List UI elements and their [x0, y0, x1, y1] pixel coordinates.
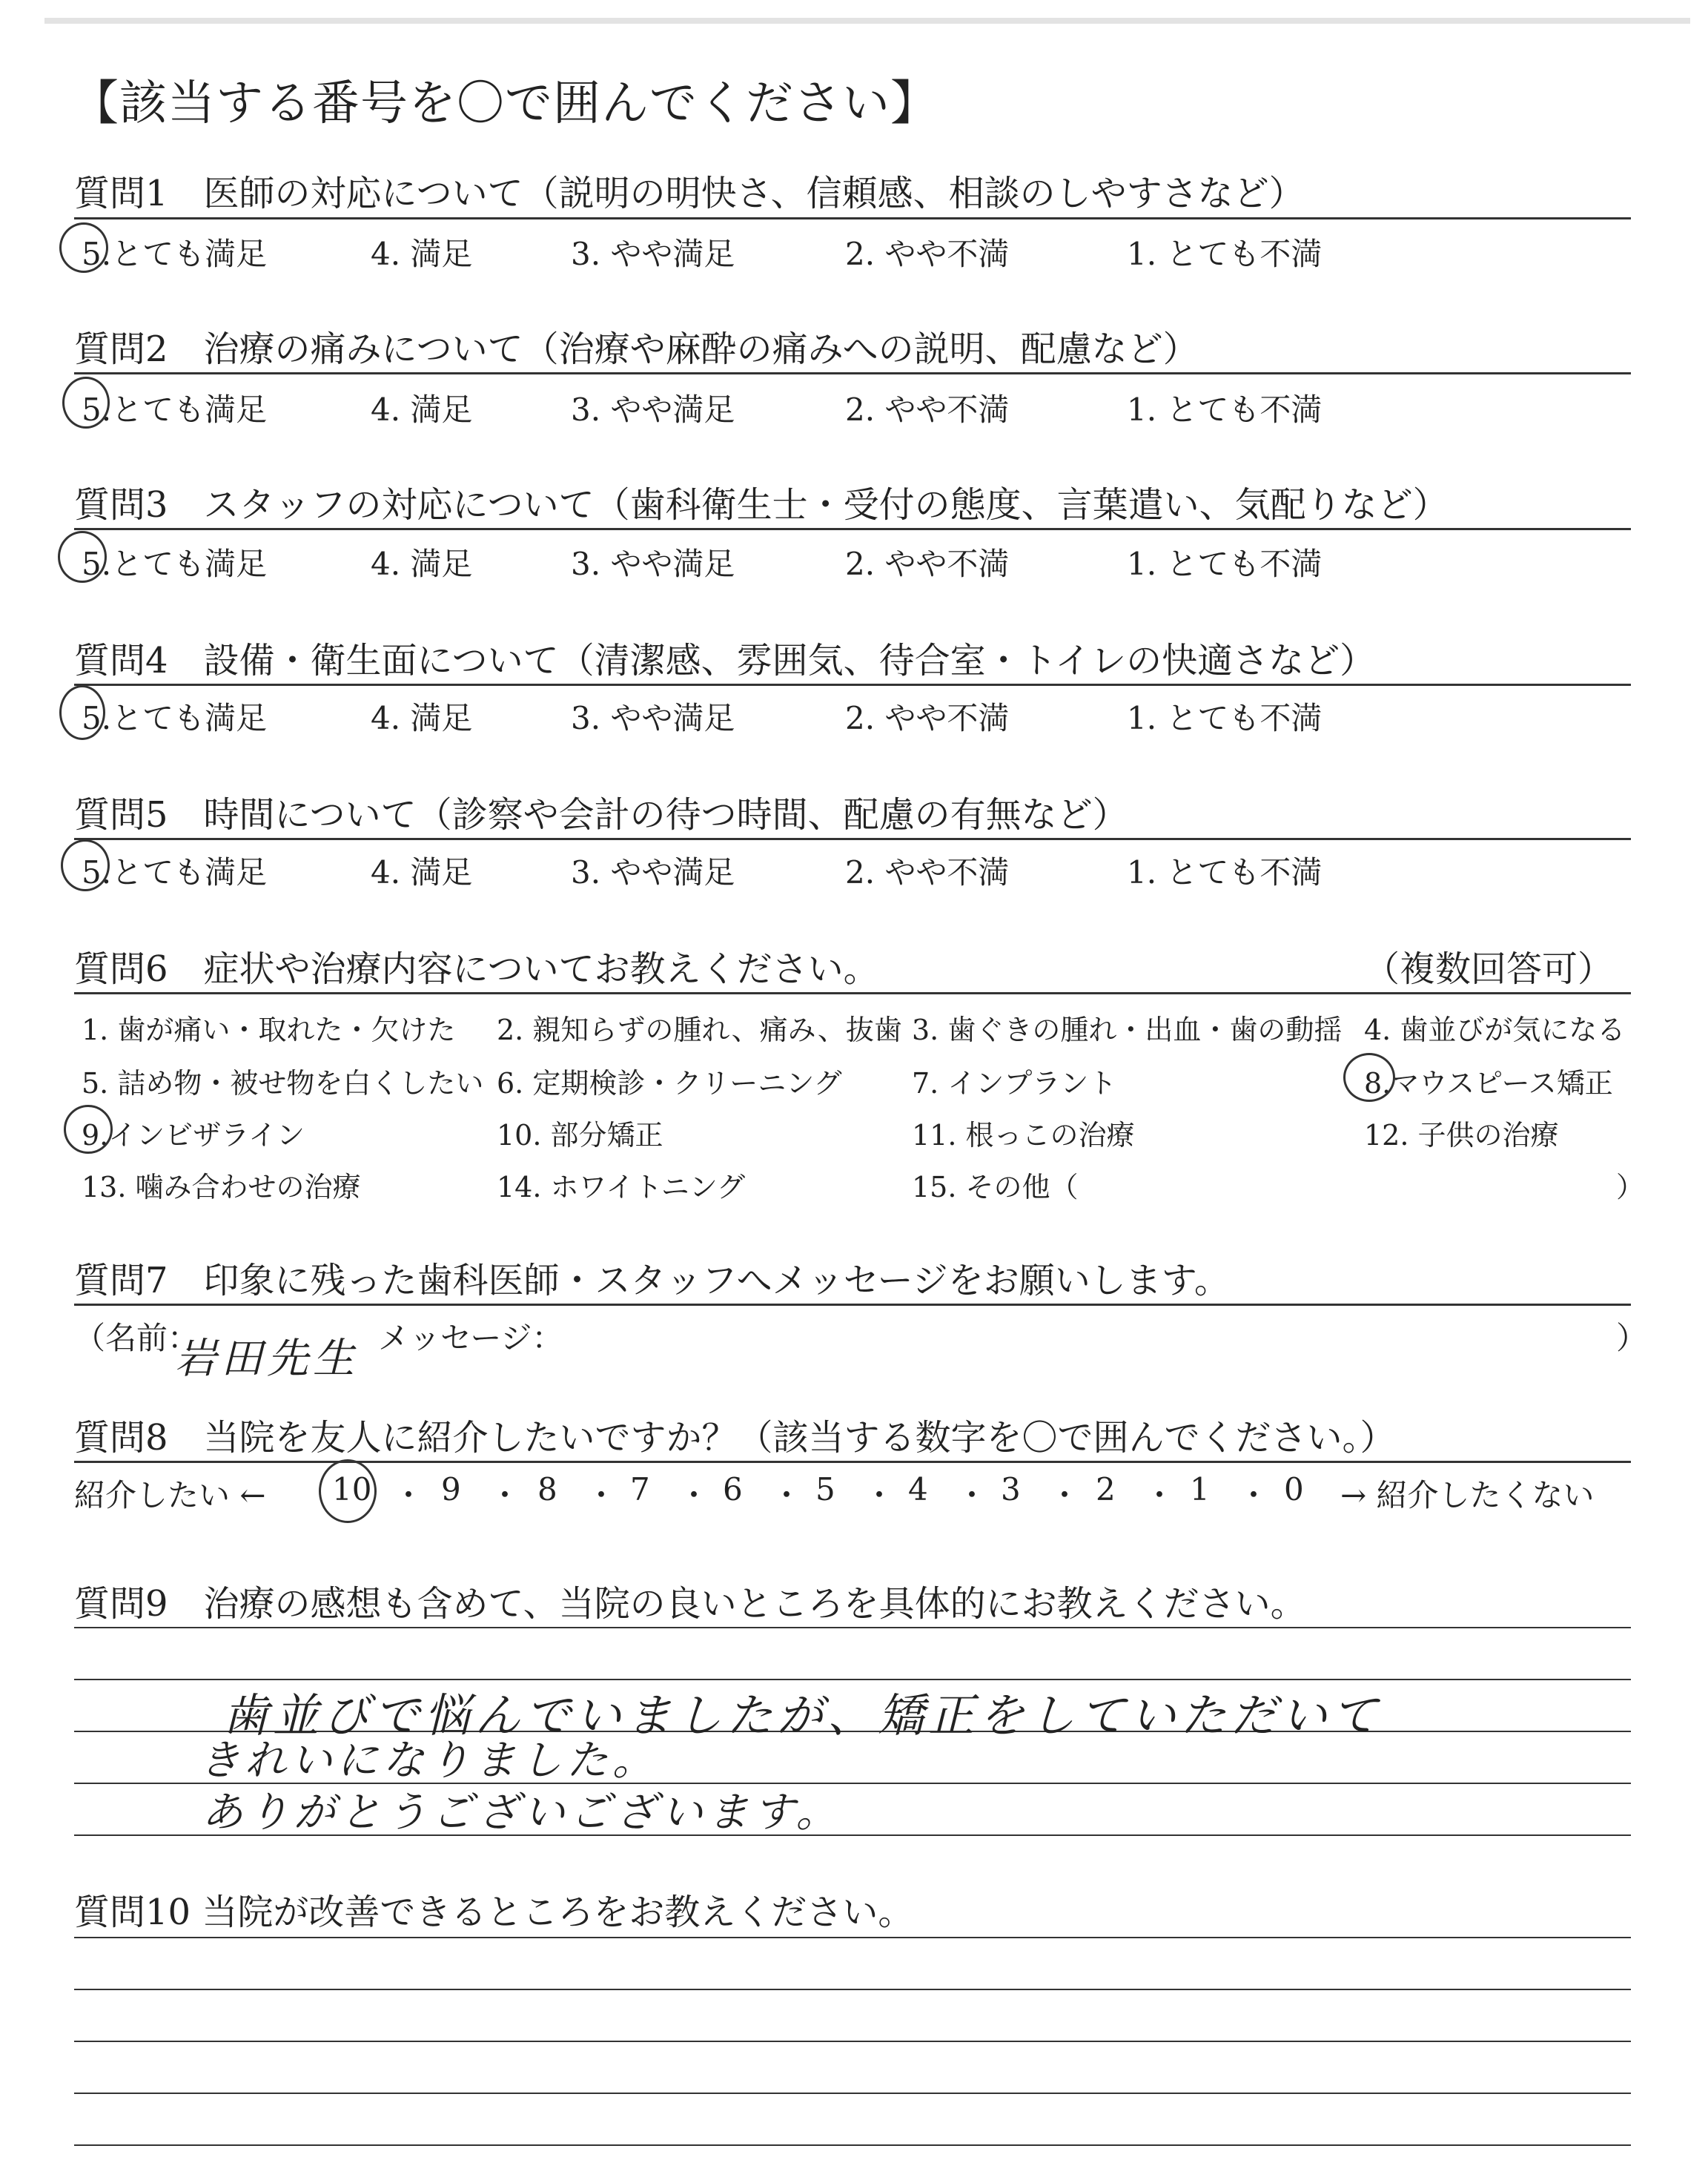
q6-option-7[interactable]: 7. インプラント [912, 1067, 1117, 1100]
q5-option-3[interactable]: 3. やや満足 [571, 854, 735, 891]
q4-option-1[interactable]: 1. とても不満 [1127, 700, 1323, 736]
q1-selection-circle [59, 222, 108, 273]
q4-option-2[interactable]: 2. やや不満 [845, 700, 1010, 736]
q2-option-5[interactable]: 5.とても満足 [82, 392, 268, 428]
q8-dot: ・ [678, 1477, 710, 1513]
q7-message-label: メッセージ： [378, 1320, 563, 1356]
q6-option-12[interactable]: 12. 子供の治療 [1364, 1119, 1559, 1152]
q8-number-2[interactable]: 2 [1096, 1471, 1116, 1507]
q10-heading: 質問10 当院が改善できるところをお教えください。 [74, 1892, 914, 1933]
q9-heading: 質問9 治療の感想も含めて、当院の良いところを具体的にお教えください。 [74, 1583, 1306, 1625]
q2-rule [74, 372, 1631, 374]
q6-option-13[interactable]: 13. 噛み合わせの治療 [82, 1171, 361, 1203]
q8-dot: ・ [864, 1477, 896, 1513]
q4-selection-circle [59, 685, 105, 740]
q6-option-3[interactable]: 3. 歯ぐきの腫れ・出血・歯の動揺 [912, 1014, 1343, 1046]
q3-option-2[interactable]: 2. やや不満 [845, 546, 1010, 582]
q8-number-9[interactable]: 9 [441, 1471, 461, 1507]
q3-option-1[interactable]: 1. とても不満 [1127, 546, 1323, 582]
q8-number-6[interactable]: 6 [723, 1471, 743, 1507]
q8-dot: ・ [489, 1477, 521, 1513]
q2-selection-circle [62, 377, 110, 429]
q4-option-4[interactable]: 4. 満足 [371, 700, 473, 736]
q2-option-1[interactable]: 1. とても不満 [1127, 392, 1323, 428]
q5-option-4[interactable]: 4. 満足 [371, 854, 473, 891]
q4-option-5[interactable]: 5.とても満足 [82, 700, 268, 736]
q7-heading: 質問7 印象に残った歯科医師・スタッフへメッセージをお願いします。 [74, 1260, 1230, 1301]
q7-name-value[interactable]: 岩田先生 [175, 1335, 359, 1383]
q2-heading: 質問2 治療の痛みについて（治療や麻酔の痛みへの説明、配慮など） [74, 328, 1199, 370]
q7-name-label: （名前： [74, 1320, 199, 1356]
top-border [44, 18, 1690, 24]
q5-option-5[interactable]: 5.とても満足 [82, 854, 268, 891]
q6-option-14[interactable]: 14. ホワイトニング [497, 1171, 746, 1203]
q3-heading: 質問3 スタッフの対応について（歯科衛生士・受付の態度、言葉遣い、気配りなど） [74, 484, 1449, 526]
q8-dot: ・ [956, 1477, 988, 1513]
q5-option-1[interactable]: 1. とても不満 [1127, 854, 1323, 891]
q10-writing-line [74, 2041, 1631, 2042]
q6-option-1[interactable]: 1. 歯が痛い・取れた・欠けた [82, 1014, 456, 1046]
q9-answer-line-1[interactable]: 歯並びで悩んでいましたが、矯正をしていただいて [222, 1688, 1383, 1743]
q10-writing-line [74, 1989, 1631, 1990]
q8-dot: ・ [586, 1477, 618, 1513]
q3-rule [74, 528, 1631, 530]
q2-option-3[interactable]: 3. やや満足 [571, 392, 735, 428]
q8-dot: ・ [771, 1477, 803, 1513]
q4-rule [74, 684, 1631, 686]
page-title: 【該当する番号を〇で囲んでください】 [71, 76, 939, 131]
q7-rule [74, 1304, 1631, 1306]
q3-option-5[interactable]: 5.とても満足 [82, 546, 268, 582]
q8-right-label: → 紹介したくない [1340, 1477, 1595, 1513]
q8-heading: 質問8 当院を友人に紹介したいですか？（該当する数字を〇で囲んでください。） [74, 1417, 1396, 1459]
q6-other-close-paren: ） [1616, 1171, 1645, 1203]
q8-selection-circle [319, 1459, 377, 1523]
q1-rule [74, 217, 1631, 219]
q8-dot: ・ [393, 1477, 425, 1513]
q6-selection-circle-8 [1343, 1053, 1395, 1102]
q8-number-4[interactable]: 4 [908, 1471, 928, 1507]
q4-heading: 質問4 設備・衛生面について（清潔感、雰囲気、待合室・トイレの快適さなど） [74, 640, 1376, 681]
q6-option-10[interactable]: 10. 部分矯正 [497, 1119, 663, 1152]
q4-option-3[interactable]: 3. やや満足 [571, 700, 735, 736]
q5-option-2[interactable]: 2. やや不満 [845, 854, 1010, 891]
q1-option-3[interactable]: 3. やや満足 [571, 236, 735, 272]
q8-rule [74, 1461, 1631, 1463]
q5-selection-circle [61, 839, 110, 891]
q1-option-1[interactable]: 1. とても不満 [1127, 236, 1323, 272]
q6-option-4[interactable]: 4. 歯並びが気になる [1364, 1014, 1626, 1046]
q10-writing-line [74, 2144, 1631, 2146]
q3-option-3[interactable]: 3. やや満足 [571, 546, 735, 582]
q6-rule [74, 992, 1631, 994]
q8-number-1[interactable]: 1 [1190, 1471, 1210, 1507]
q10-writing-line [74, 2093, 1631, 2094]
q8-number-5[interactable]: 5 [815, 1471, 835, 1507]
q1-option-4[interactable]: 4. 満足 [371, 236, 473, 272]
q8-number-8[interactable]: 8 [537, 1471, 557, 1507]
q1-option-5[interactable]: 5.とても満足 [82, 236, 268, 272]
q6-selection-circle-9 [64, 1105, 113, 1154]
q6-note: （複数回答可） [1364, 948, 1614, 990]
q1-heading: 質問1 医師の対応について（説明の明快さ、信頼感、相談のしやすさなど） [74, 173, 1305, 214]
q8-number-0[interactable]: 0 [1284, 1471, 1304, 1507]
q5-rule [74, 838, 1631, 840]
q6-option-5[interactable]: 5. 詰め物・被せ物を白くしたい [82, 1067, 484, 1100]
q9-answer-line-3[interactable]: ありがとうございございます。 [202, 1789, 842, 1837]
q8-dot: ・ [1144, 1477, 1176, 1513]
q8-number-3[interactable]: 3 [1001, 1471, 1021, 1507]
q2-option-2[interactable]: 2. やや不満 [845, 392, 1010, 428]
q2-option-4[interactable]: 4. 満足 [371, 392, 473, 428]
q1-option-2[interactable]: 2. やや不満 [845, 236, 1010, 272]
q8-left-label: 紹介したい ← [74, 1477, 266, 1513]
q9-answer-line-2[interactable]: きれいになりました。 [199, 1737, 658, 1785]
q6-option-11[interactable]: 11. 根っこの治療 [912, 1119, 1135, 1152]
q8-number-10[interactable]: 10 [332, 1471, 372, 1507]
q6-option-2[interactable]: 2. 親知らずの腫れ、痛み、抜歯 [497, 1014, 902, 1046]
q3-selection-circle [58, 531, 107, 583]
q5-heading: 質問5 時間について（診察や会計の待つ時間、配慮の有無など） [74, 794, 1128, 836]
q8-dot: ・ [1049, 1477, 1081, 1513]
q7-close-paren: ） [1616, 1320, 1648, 1356]
q6-option-15[interactable]: 15. その他（ [912, 1171, 1079, 1203]
q8-dot: ・ [1238, 1477, 1270, 1513]
q6-option-9[interactable]: 9.インビザライン [82, 1119, 305, 1152]
q6-option-8[interactable]: 8.マウスピース矯正 [1364, 1067, 1613, 1100]
q6-heading: 質問6 症状や治療内容についてお教えください。 [74, 948, 879, 990]
q8-number-7[interactable]: 7 [630, 1471, 650, 1507]
q9-writing-line [74, 1627, 1631, 1628]
q3-option-4[interactable]: 4. 満足 [371, 546, 473, 582]
q6-option-6[interactable]: 6. 定期検診・クリーニング [497, 1067, 842, 1100]
q10-writing-line [74, 1937, 1631, 1938]
